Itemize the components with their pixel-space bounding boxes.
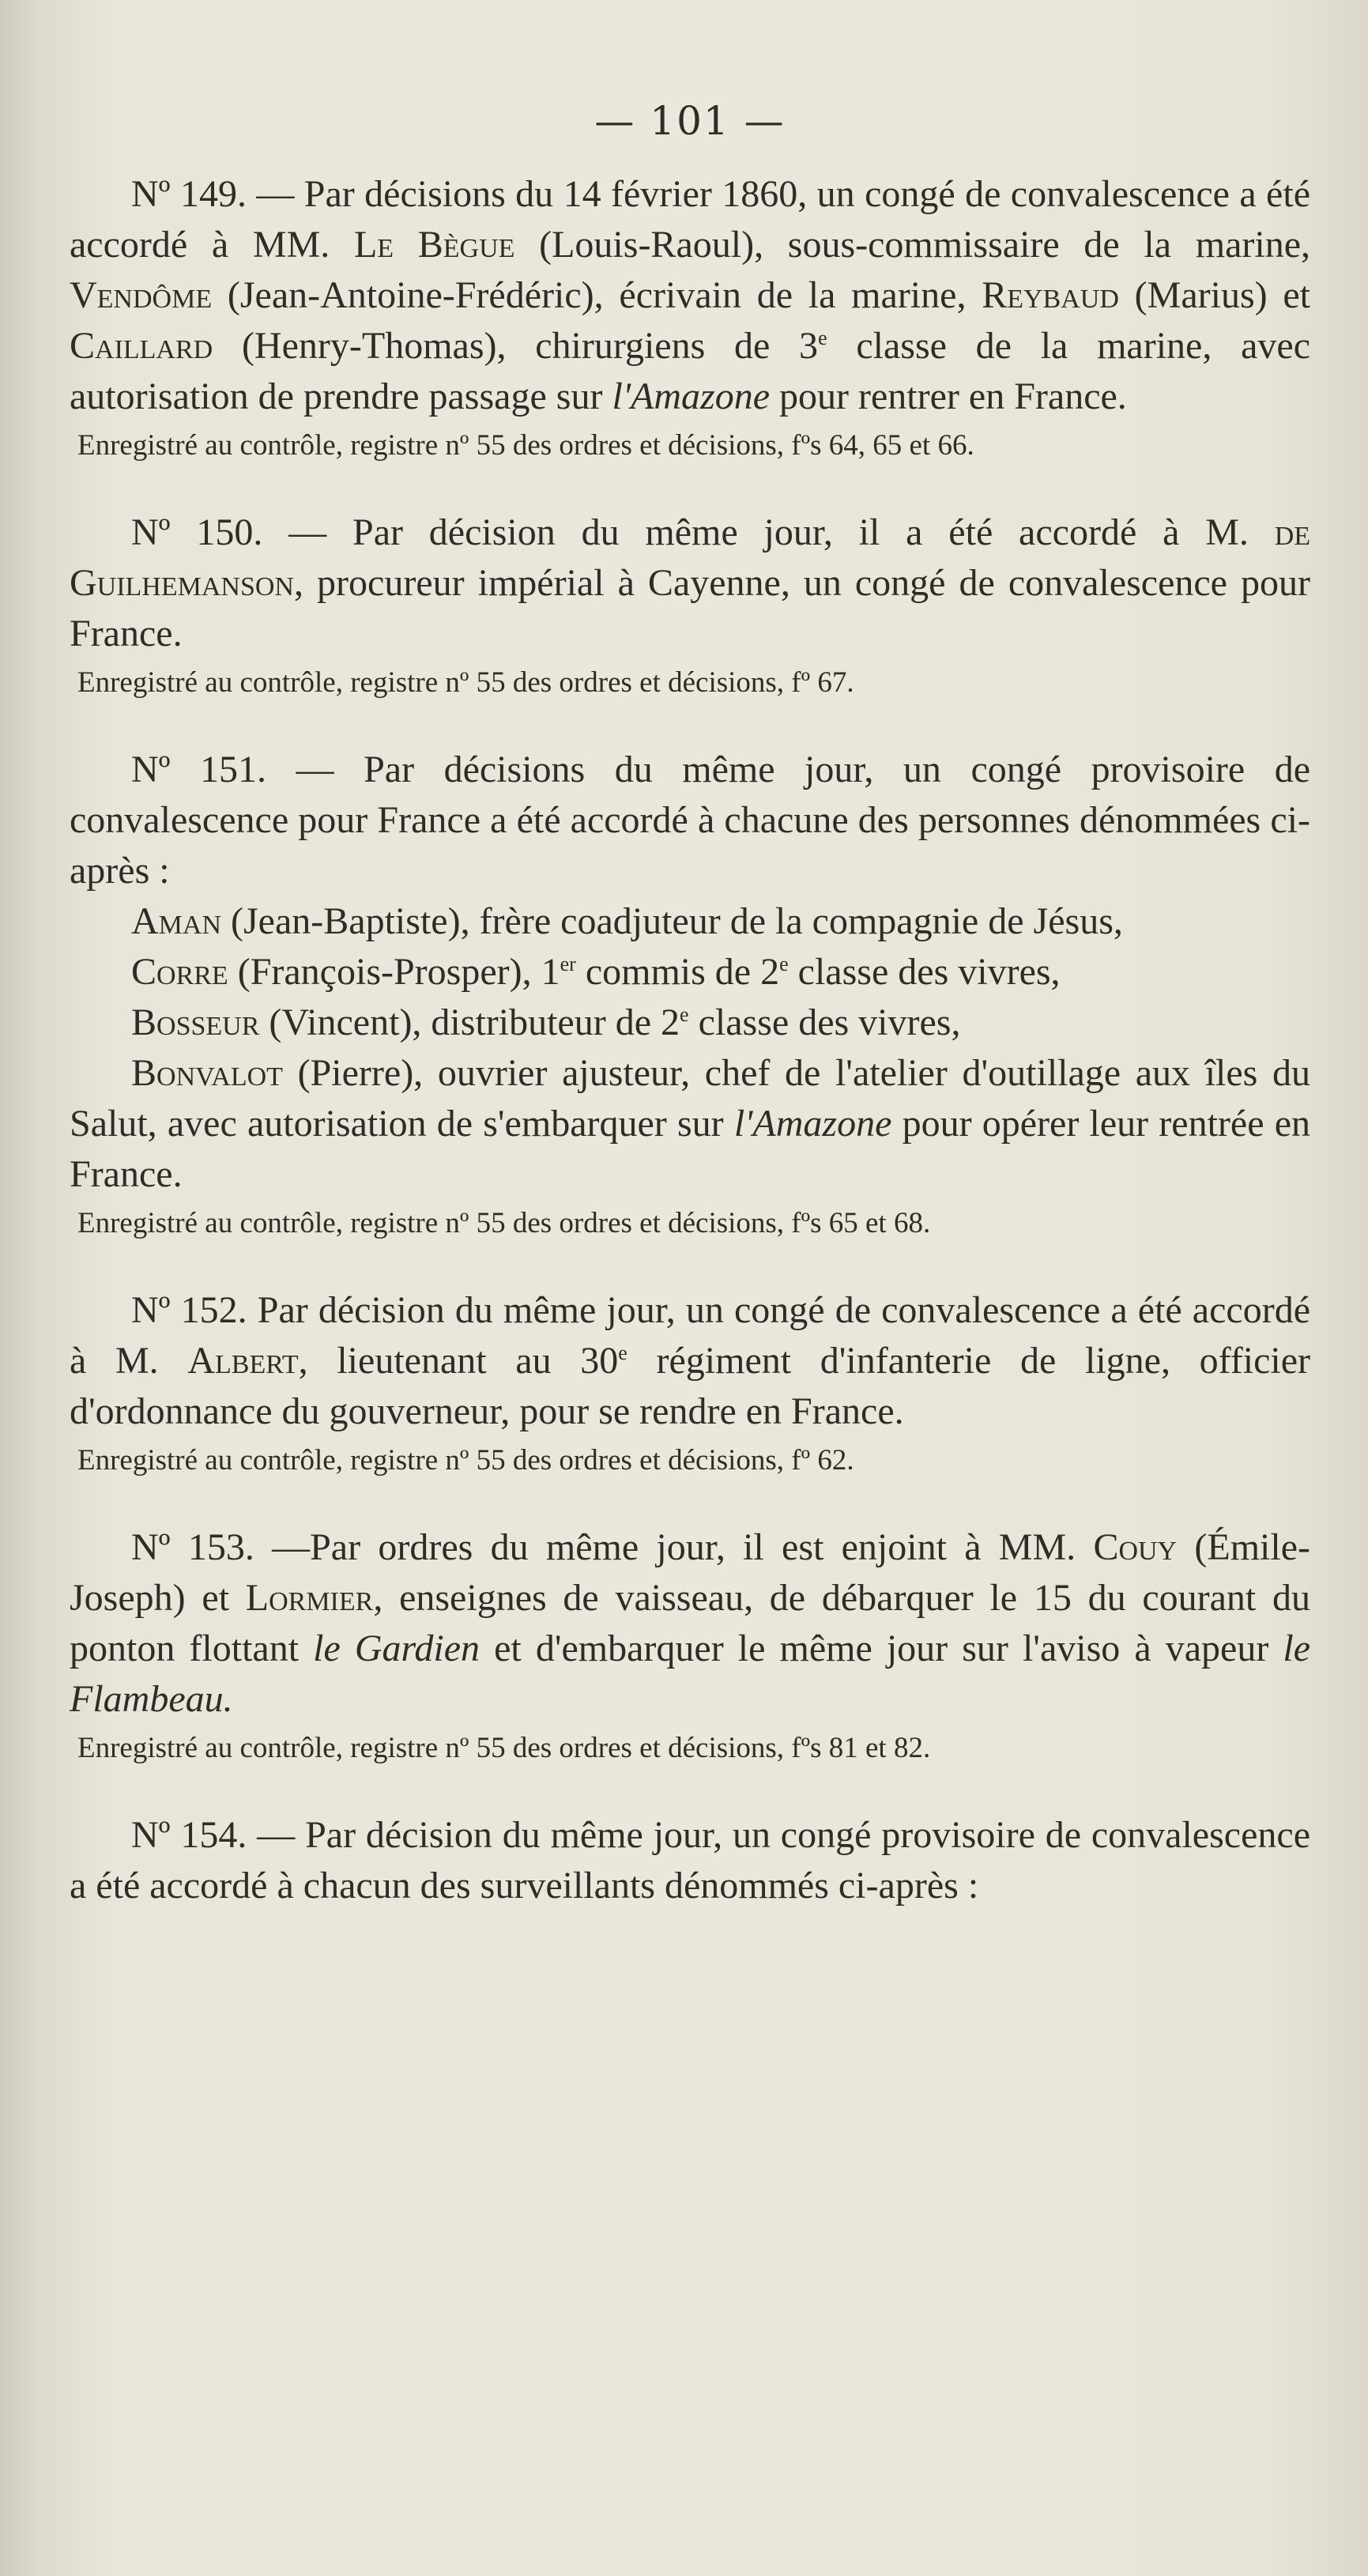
person-name: Reybaud: [982, 274, 1119, 316]
registry-note: Enregistré au contrôle, registre nº 55 des ordres et décisions, fº 62.: [77, 1444, 854, 1477]
person-name: Couy: [1093, 1526, 1178, 1568]
superscript: e: [618, 1341, 627, 1364]
entry-text: [70, 169, 1310, 422]
entry-154: [70, 1810, 1310, 1911]
entry-151: [70, 745, 1310, 1244]
entry-number: Nº 154.: [131, 1814, 247, 1856]
text-run: pour opérer leur rentrée en France.: [70, 1103, 1311, 1195]
text-run: — Par décision du même jour, il a été accordé à M.: [262, 511, 1275, 553]
person-name: Vendôme: [70, 274, 213, 316]
text-run: (Louis-Raoul), sous-commissaire de la marine,: [514, 224, 1311, 266]
list-item: [70, 998, 1310, 1048]
person-name: Le Bègue: [353, 224, 515, 266]
text-run: (Henry-Thomas), chirurgiens de 3: [213, 325, 819, 367]
superscript: e: [779, 952, 789, 975]
registry-note: Enregistré au contrôle, registre nº 55 des ordres et décisions, fº 67.: [77, 666, 854, 699]
text-run: (Émile-Joseph) et: [70, 1526, 1311, 1619]
entry-152: [70, 1285, 1310, 1481]
text-run: et d'embarquer le même jour sur l'aviso à vapeur: [480, 1627, 1283, 1669]
person-name: Aman: [131, 900, 222, 942]
person-list: [70, 896, 1310, 1200]
text-run: (Jean-Antoine-Frédéric), écrivain de la marine,: [212, 274, 982, 316]
person-name: Bosseur: [131, 1001, 260, 1043]
person-name: Caillard: [70, 325, 213, 367]
entry-153: [70, 1522, 1310, 1769]
text-run: pour rentrer en France.: [770, 375, 1127, 417]
superscript: e: [818, 326, 827, 349]
entry-149: [70, 169, 1310, 466]
superscript: er: [560, 952, 576, 975]
person-name: de Guilhemanson: [70, 511, 1311, 604]
entry-number: Nº 150.: [131, 511, 263, 553]
entry-text: [70, 745, 1310, 896]
text-run: — Par décisions du même jour, un congé provisoire de convalescence pour France a été accordé à chacune des personnes dénommées ci-après :: [70, 749, 1311, 892]
entry-text: [70, 1522, 1310, 1725]
ship-name: le Flambeau.: [70, 1627, 1311, 1720]
list-item: [70, 947, 1310, 998]
entry-text: [70, 1285, 1310, 1437]
list-item: [70, 1048, 1310, 1200]
entry-number: Nº 153.: [131, 1526, 254, 1568]
list-item: [70, 896, 1310, 947]
text-run: (Jean-Baptiste), frère coadjuteur de la compagnie de Jésus,: [221, 900, 1123, 942]
entry-150: [70, 507, 1310, 703]
text-run: (Marius) et: [1118, 274, 1310, 316]
text-run: , lieutenant au 30: [298, 1340, 619, 1382]
person-name: Corre: [131, 951, 228, 993]
text-run: classe des vivres,: [688, 1001, 961, 1043]
entry-text: [70, 1810, 1310, 1911]
page-number: — 101 —: [594, 98, 786, 144]
registry-note: Enregistré au contrôle, registre nº 55 des ordres et décisions, fºs 65 et 68.: [77, 1207, 931, 1239]
text-run: , procureur impérial à Cayenne, un congé de convalescence pour France.: [70, 562, 1310, 654]
registry-note: Enregistré au contrôle, registre nº 55 des ordres et décisions, fºs 64, 65 et 66.: [77, 429, 974, 462]
person-name: Albert: [187, 1340, 299, 1382]
text-run: commis de 2: [575, 951, 780, 993]
text-run: (François-Prosper), 1: [228, 951, 560, 993]
text-run: (Pierre), ouvrier ajusteur, chef de l'atelier d'outillage aux îles du Salut, avec autorisation de s'embarquer sur: [70, 1052, 1310, 1145]
text-run: régiment d'infanterie de ligne, officier d'ordonnance du gouverneur, pour se rendre en France.: [70, 1340, 1311, 1432]
text-run: classe de la marine, avec autorisation de prendre passage sur: [70, 325, 1310, 417]
page-content: [70, 98, 1311, 1952]
ship-name: l'Amazone: [612, 375, 771, 417]
text-run: Par décision du même jour, un congé de convalescence a été accordé à M.: [70, 1289, 1311, 1382]
entry-number: Nº 149.: [131, 173, 247, 215]
ship-name: l'Amazone: [733, 1103, 892, 1145]
text-run: — Par décisions du 14 février 1860, un congé de convalescence a été accordé à MM.: [70, 173, 1310, 266]
entry-number: Nº 151.: [131, 749, 267, 790]
text-run: (Vincent), distributeur de 2: [259, 1001, 680, 1043]
person-name: Lormier: [245, 1577, 374, 1619]
text-run: classe des vivres,: [788, 951, 1061, 993]
text-run: —Par ordres du même jour, il est enjoint à MM.: [254, 1526, 1094, 1568]
entry-text: [70, 507, 1310, 659]
superscript: e: [680, 1003, 689, 1026]
text-run: — Par décision du même jour, un congé provisoire de convalescence a été accordé à chacun des surveillants dénommés ci-après :: [70, 1814, 1311, 1907]
person-name: Bonvalot: [131, 1052, 283, 1094]
text-run: , enseignes de vaisseau, de débarquer le 15 du courant du ponton flottant: [70, 1577, 1310, 1669]
registry-note: Enregistré au contrôle, registre nº 55 des ordres et décisions, fºs 81 et 82.: [77, 1732, 931, 1764]
entry-number: Nº 152.: [131, 1289, 247, 1331]
ship-name: le Gardien: [313, 1627, 480, 1669]
